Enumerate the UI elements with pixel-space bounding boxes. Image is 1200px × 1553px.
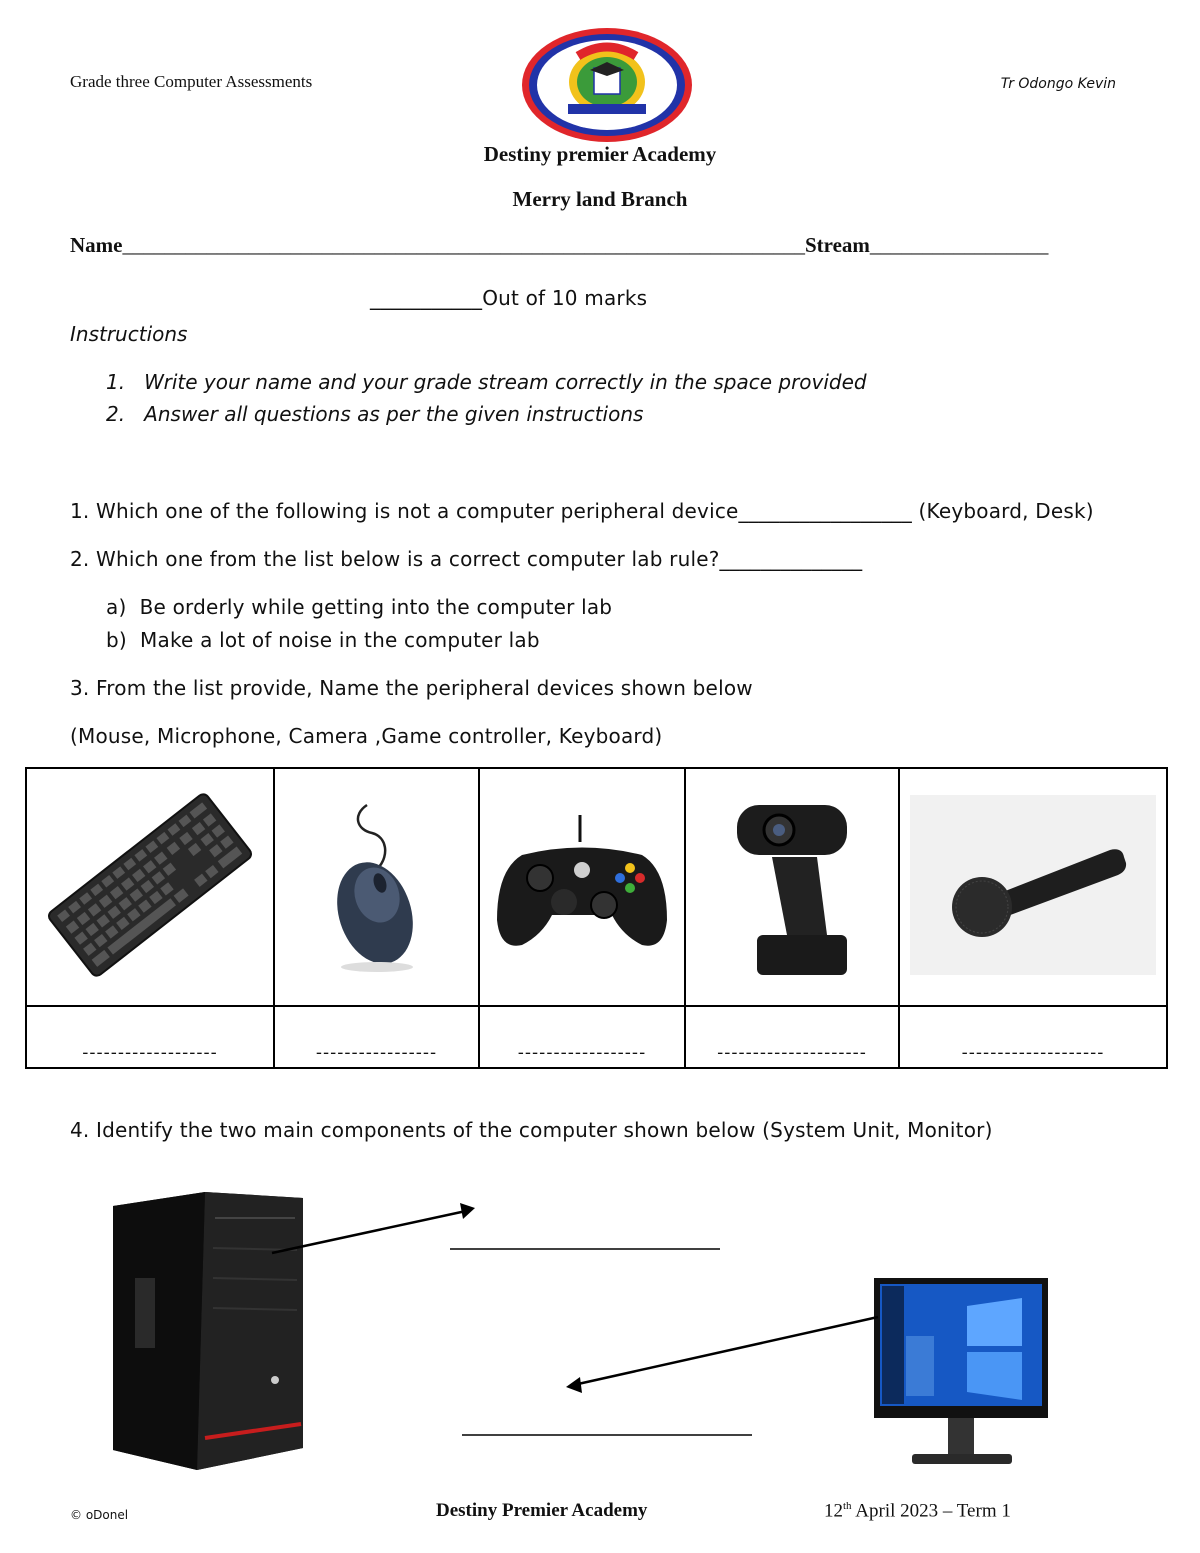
school-title: Destiny premier Academy [483, 142, 717, 166]
arrow-to-monitor-answer [578, 1317, 878, 1384]
header-teacher-name: Tr Odongo Kevin [1000, 76, 1116, 92]
instruction-text: Write your name and your grade stream correctly in the space provided [144, 370, 867, 394]
option-text: Be orderly while getting into the computer lab [139, 595, 613, 619]
footer-date-suffix: th [843, 1500, 852, 1512]
question-2: 2. Which one from the list below is a correct computer lab rule?______________ [70, 547, 863, 571]
footer-date-day: 12 [824, 1500, 843, 1522]
name-stream-line [70, 233, 1048, 258]
instruction-number: 1. [106, 370, 126, 394]
stream-field[interactable]: _________________ [869, 233, 1049, 257]
devices-image-row [26, 768, 1167, 1006]
question-2-option-b [106, 628, 540, 652]
marks-label: Out of 10 marks [482, 286, 648, 310]
answer-blank[interactable]: ----------------- [274, 1006, 479, 1068]
question-4: 4. Identify the two main components of the computer shown below (System Unit, Monitor) [70, 1118, 993, 1142]
question-3-choices: (Mouse, Microphone, Camera ,Game controller, Keyboard) [70, 724, 663, 748]
mouse-image [317, 795, 437, 975]
answer-blank[interactable]: -------------------- [899, 1006, 1167, 1068]
footer-copyright: © oDonel [70, 1508, 129, 1522]
branch-title: Merry land Branch [512, 187, 688, 211]
marks-blank[interactable]: ___________ [370, 286, 483, 310]
stream-label: Stream [804, 233, 870, 257]
devices-answer-row [26, 1006, 1167, 1068]
name-label: Name [70, 233, 123, 257]
answer-blank[interactable]: --------------------- [685, 1006, 899, 1068]
marks-line [370, 286, 647, 310]
answer-blank[interactable]: ------------------ [479, 1006, 685, 1068]
school-logo [520, 26, 694, 144]
option-label: a) [106, 595, 127, 619]
arrowhead [460, 1203, 475, 1219]
option-text: Make a lot of noise in the computer lab [140, 628, 540, 652]
instructions-heading: Instructions [70, 322, 188, 346]
arrow-to-system-unit-answer [272, 1211, 466, 1253]
webcam-cell [685, 768, 899, 1006]
microphone-cell [899, 768, 1167, 1006]
game-controller-image [492, 810, 672, 960]
question-3: 3. From the list provide, Name the peripheral devices shown below [70, 676, 753, 700]
arrowhead [566, 1377, 582, 1393]
option-label: b) [106, 628, 127, 652]
instruction-item [106, 370, 867, 394]
controller-cell [479, 768, 685, 1006]
instruction-text: Answer all questions as per the given instructions [144, 402, 644, 426]
keyboard-image [40, 780, 260, 990]
footer-date-rest: April 2023 – Term 1 [851, 1500, 1011, 1522]
instruction-item [106, 402, 643, 426]
devices-table [25, 767, 1168, 1069]
webcam-image [717, 785, 867, 985]
footer-school-name: Destiny Premier Academy [436, 1500, 648, 1521]
answer-blank[interactable]: ------------------- [26, 1006, 274, 1068]
q4-arrows [260, 1195, 920, 1445]
mouse-cell [274, 768, 479, 1006]
microphone-image [910, 795, 1156, 975]
question-2-option-a [106, 595, 612, 619]
header-left-text: Grade three Computer Assessments [70, 72, 313, 91]
keyboard-cell [26, 768, 274, 1006]
name-field[interactable]: _________________________________________________________________ [122, 233, 805, 257]
question-1: 1. Which one of the following is not a computer peripheral device_________________ (Keyboard, Desk) [70, 499, 1094, 523]
footer-date [824, 1500, 1011, 1522]
instruction-number: 2. [106, 402, 126, 426]
